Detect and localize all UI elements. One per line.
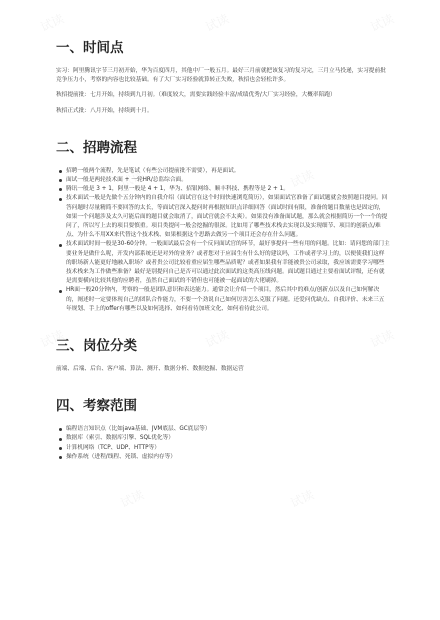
list-item-text: 招聘一般两个流程，先是笔试（有些公司提前批不需要），再是面试。 — [66, 167, 240, 174]
bullet-dot — [59, 428, 62, 431]
list-item-text: 编程语言知识点（比如java基础、JVM底层、GC底层等） — [66, 426, 211, 433]
list-item — [56, 425, 390, 434]
paragraph: 实习：阿里腾讯字节三月初开始，华为百度四月，其他中厂一般五月。最好三月前就把该复习的复习完，三月立马投递，实习提前批竞争压力小，考察的内容也比较基础。有了大厂实习经验就算转正失败，秋招也会轻松许多。 — [56, 68, 386, 84]
watermark: 试读 — [203, 327, 232, 351]
paragraph: 秋招提前批：七月开始，持续到九月初。（难度较大，需要实践经验丰富/成绩优秀/大厂实习经验，大概率陪跑） — [56, 92, 336, 99]
paragraph: 前端、后端、后台、客户端、算法、测开、数据分析、数据挖掘、数据运营 — [56, 366, 244, 373]
section-heading: 一、时间点 — [56, 40, 124, 56]
bullet-dot — [59, 198, 62, 201]
watermark: 试读 — [38, 11, 67, 35]
section-heading: 二、招聘流程 — [56, 139, 137, 156]
list-item — [56, 167, 390, 176]
watermark: 试读 — [38, 327, 67, 351]
list-item — [56, 176, 390, 185]
section-process — [56, 140, 390, 314]
bullet-dot — [59, 170, 62, 173]
list-item-text: 计算机网络（TCP、UDP、HTTP等） — [66, 444, 160, 451]
watermark: 试读 — [368, 327, 397, 351]
watermark: 试读 — [288, 167, 317, 191]
section-time — [56, 40, 390, 116]
list-item-text: HR面一般20分钟内，考察的一般是团队意识和表达能力。通常会让介绍一个项目，然后其中的难点/创新点以及自己如何解决的，阐述时一定要体现自己的团队合作能力，不要一个劲说自己如何厉害怎么克服了问题。还爱问优缺点、自我评价、未来三五年规划、手上的offer有哪些以及如何选择、如何看待加班文化、如何看待此公司。 — [66, 287, 385, 312]
list-item — [56, 240, 390, 286]
watermark: 试读 — [368, 11, 397, 35]
section-heading: 四、考察范围 — [56, 398, 137, 415]
list-item — [56, 453, 390, 462]
list-item — [56, 444, 390, 453]
paragraph: 秋招正式批：八月开始，持续到十月。 — [56, 107, 153, 114]
list-item — [56, 194, 390, 240]
list-item — [56, 434, 390, 443]
document-content — [56, 40, 390, 462]
bullet-list — [56, 425, 390, 462]
bullet-dot — [59, 456, 62, 459]
bullet-list — [56, 167, 390, 314]
section-positions — [56, 338, 390, 374]
list-item-text: 腾讯一般是 3 + 1，阿里一般是 4 + 1，华为、招银网络、顺丰科技、携程等是 2 + 1。 — [66, 186, 289, 193]
bullet-dot — [59, 438, 62, 441]
watermark: 试读 — [118, 167, 147, 191]
bullet-dot — [59, 447, 62, 450]
list-item-text: 技术面试一般是先做个五分钟内的自我介绍（面试官在这个时间快速浏览简历），如果面试官准备了面试题就会按照题目提问。回答问题时尽量精简不要回答的太长，等面试官深入提问时再根据知识点详细回答（面试时间有限，准备的题目数量也是固定的，如果一个问题涉及太久可能后面的题目就会取消了，面试官就会不太爽）。如果没有准备面试题，那么就会根据简历一个一个的提问了，所以写上去的项目要慎重。项目类提问一般会挖掘的很深。比如用了哪些技术栈去实现以及实现细节、项目的创新点/难点、为什么不用XX来代替这个技术栈、如果根据这个思路去做另一个项目还会存在什么问题。 — [66, 195, 388, 239]
bullet-dot — [59, 188, 62, 191]
watermark: 试读 — [118, 487, 147, 511]
bullet-dot — [59, 244, 62, 247]
list-item-text: 面试一般是两轮技术面 + 一轮HR/总监综合面。 — [66, 177, 187, 184]
list-item-text: 操作系统（进程/线程、死锁、虚拟内存等） — [66, 453, 176, 460]
list-item-text: 技术面试时间一般是30-60分钟。一般面试最后会有一个反问面试官的环节，最好事提问一些有用的问题。比如：请问您的部门主要业务是做什么呢，开发内部系统还是对外的业务？或者您对于应届生有什么好的建议吗，工作或者学习上的，以便使我们这样的职场新人能更好地融入职场？或者贵公司比较看重应届生哪些品质呢？或者如果我有幸能被贵公司录取，我应该需要学习哪些技术栈来为工作做些准备？最好是别提问自己是否可以通过此次面试的这类高压线问题。面试题目通过主要看面试评级，还有就是需要横向比较其他的应聘者，虽然自己面试的不错但也可能被一起面试的大佬刷掉。 — [66, 241, 390, 285]
list-item — [56, 185, 390, 194]
list-item — [56, 286, 390, 314]
section-heading: 三、岗位分类 — [56, 338, 137, 355]
list-item-text: 数据库（索引、数据库引擎、SQL优化等） — [66, 435, 174, 442]
watermark: 试读 — [288, 487, 317, 511]
watermark: 试读 — [203, 11, 232, 35]
bullet-dot — [59, 290, 62, 293]
bullet-dot — [59, 179, 62, 182]
section-scope — [56, 398, 390, 462]
